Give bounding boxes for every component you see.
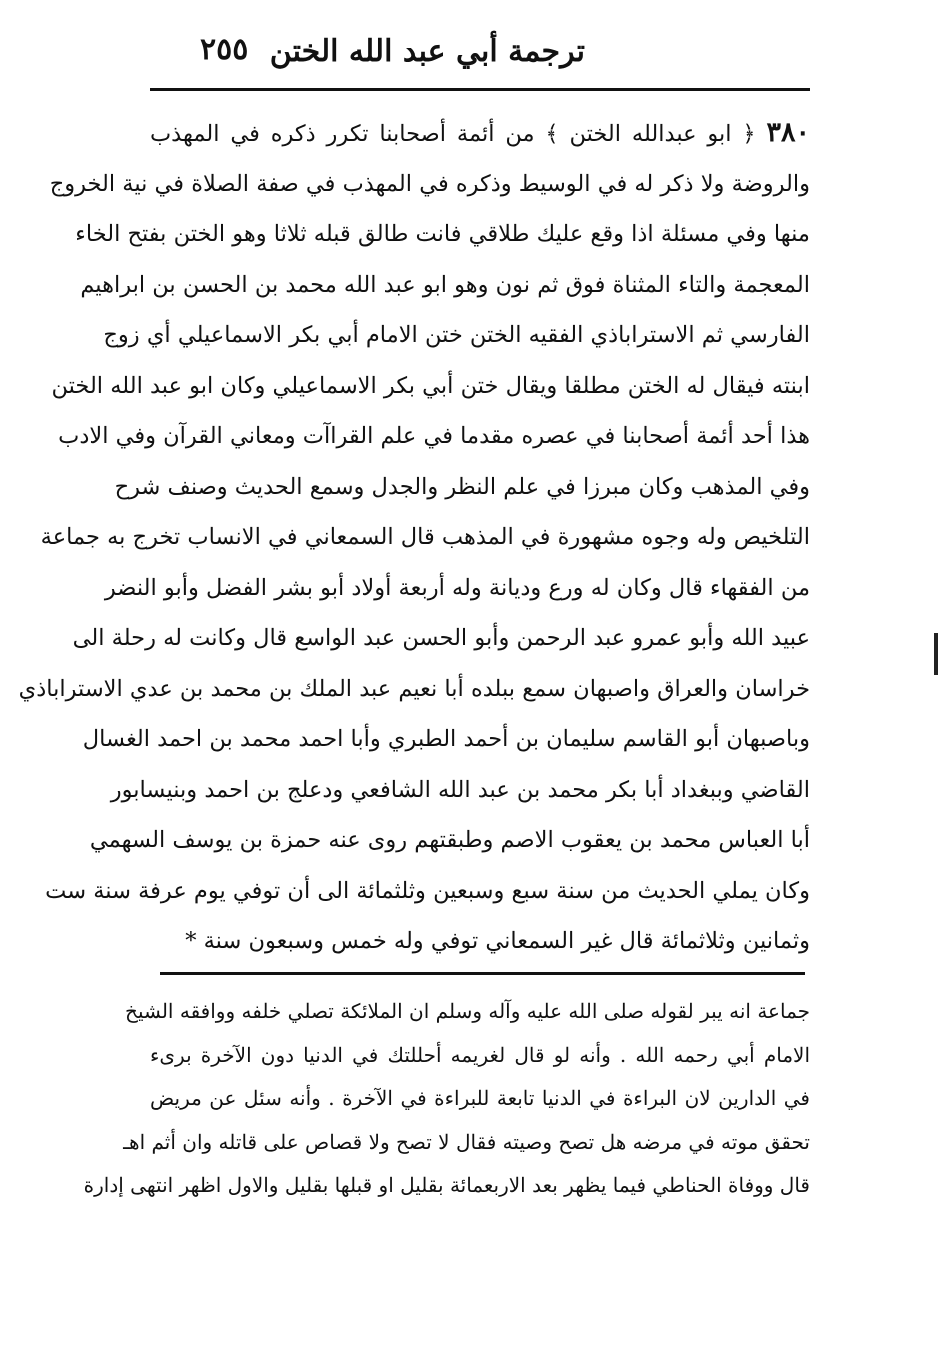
text-line: وباصبهان أبو القاسم سليمان بن أحمد الطبري وأبا احمد محمد بن احمد الغسال — [82, 726, 810, 752]
text-line: منها وفي مسئلة اذا وقع عليك طلاقي فانت طالق قبله ثلاثا وهو الختن بفتح الخاء — [75, 221, 810, 247]
text-line: المعجمة والتاء المثناة فوق ثم نون وهو ابو عبد الله محمد بن الحسن بن ابراهيم — [80, 271, 810, 298]
text-line: التلخيص وله وجوه مشهورة في المذهب قال السمعاني في الانساب تخرج به جماعة — [40, 524, 810, 550]
footnote-line: تحقق موته في مرضه هل تصح وصيته فقال لا تصح ولا قصاص على قاتله وان أثم اهـ — [123, 1129, 810, 1154]
entry-heading-line: ﴿ ابو عبدالله الختن ﴾ من أئمة أصحابنا تكرر ذكره في المهذب — [150, 121, 756, 147]
page-header — [150, 28, 810, 88]
text-line: وفي المذهب وكان مبرزا في علم النظر والجدل وسمع الحديث وصنف شرح — [114, 473, 810, 500]
footnote-separator — [160, 972, 805, 975]
text-line: ابنته فيقال له الختن مطلقا ويقال ختن أبي بكر الاسماعيلي وكان ابو عبد الله الختن — [51, 372, 810, 399]
text-line: وكان يملي الحديث من سنة سبع وسبعين وثلثمائة الى أن توفي يوم عرفة سنة ست — [45, 877, 810, 904]
footnote-line: جماعة انه يبر لقوله صلى الله عليه وآله وسلم ان الملائكة تصلي خلفه ووافقه الشيخ — [125, 999, 810, 1023]
text-line: خراسان والعراق واصبهان سمع ببلده أبا نعيم عبد الملك بن محمد بن عدي الاستراباذي — [18, 675, 810, 702]
footnote-line: في الدارين لان البراءة في الدنيا تابعة للبراءة في الآخرة . وأنه سئل عن مريض — [150, 1086, 810, 1110]
text-line: أبا العباس محمد بن يعقوب الاصم وطبقتهم روى عنه حمزة بن يوسف السهمي — [89, 827, 810, 853]
footnote-line: قال ووفاة الحناطي فيما يظهر بعد الاربعمائة بقليل او قبلها بقليل والاول اظهر انتهى إدارة — [83, 1173, 810, 1197]
footnotes — [83, 990, 810, 1208]
text-line: هذا أحد أئمة أصحابنا في عصره مقدما في علم القراآت ومعاني القرآن وفي الادب — [58, 423, 810, 449]
text-line: والروضة ولا ذكر له في الوسيط وذكره في المهذب في صفة الصلاة في نية الخروج — [49, 170, 810, 197]
page-number: ٢٥٥ — [200, 32, 249, 67]
entry-number: ٣٨٠ — [766, 117, 810, 148]
main-text — [18, 108, 810, 967]
text-line-final: وثمانين وثلاثمائة قال غير السمعاني توفي وله خمس وسبعون سنة * — [185, 928, 810, 954]
footnote-line: الامام أبي رحمه الله . وأنه لو قال لغريمه أحللتك في الدنيا دون الآخرة برىء — [150, 1042, 810, 1067]
text-line: الفارسي ثم الاستراباذي الفقيه الختن ختن الامام أبي بكر الاسماعيلي أي زوج — [103, 322, 810, 348]
text-line-1 — [150, 108, 810, 159]
scan-edge-mark — [934, 633, 938, 675]
header-rule — [150, 88, 810, 91]
text-line: القاضي وببغداد أبا بكر محمد بن عبد الله الشافعي ودعلج بن احمد وبنيسابور — [110, 776, 810, 803]
text-line: عبيد الله وأبو عمرو عبد الرحمن وأبو الحسن عبد الواسع قال وكانت له رحلة الى — [72, 625, 810, 651]
text-line: من الفقهاء قال وكان له ورع وديانة وله أربعة أولاد أبو بشر الفضل وأبو النضر — [104, 574, 810, 601]
running-title: ترجمة أبي عبد الله الختن — [269, 34, 585, 69]
